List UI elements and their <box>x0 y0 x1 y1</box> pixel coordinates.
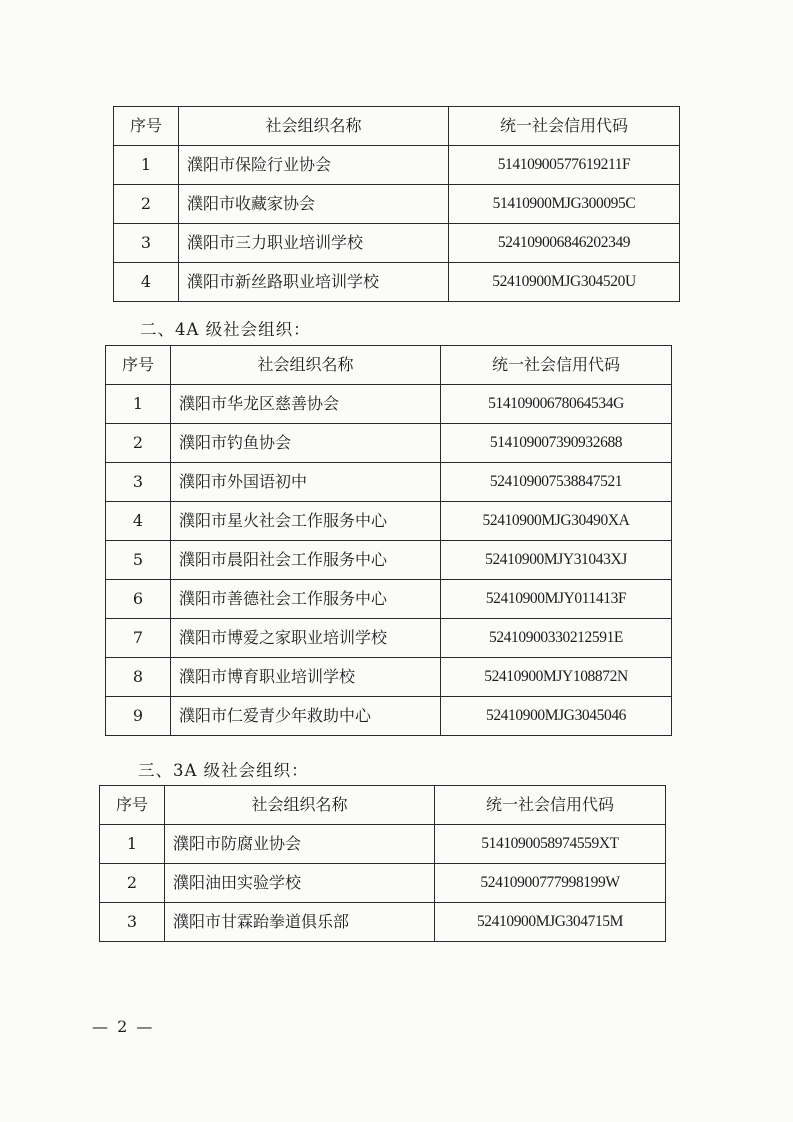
row-index: 5 <box>106 541 171 580</box>
row-org-name: 濮阳市博育职业培训学校 <box>171 658 441 697</box>
row-index: 3 <box>114 224 179 263</box>
row-org-name: 濮阳油田实验学校 <box>165 864 435 903</box>
row-credit-code: 51410900577619211F <box>449 146 680 185</box>
row-credit-code: 52410900MJY108872N <box>441 658 672 697</box>
header-index: 序号 <box>106 346 171 385</box>
row-index: 1 <box>114 146 179 185</box>
org-table-continued <box>113 106 680 302</box>
table-row <box>114 185 680 224</box>
table-row <box>106 502 672 541</box>
header-name: 社会组织名称 <box>171 346 441 385</box>
table-row <box>106 424 672 463</box>
section-title-4a: 二、4A 级社会组织： <box>140 320 311 339</box>
row-index: 1 <box>106 385 171 424</box>
row-credit-code: 524109007538847521 <box>441 463 672 502</box>
org-table-continued-body <box>114 107 680 302</box>
header-code: 统一社会信用代码 <box>449 107 680 146</box>
row-index: 2 <box>114 185 179 224</box>
table-row <box>106 658 672 697</box>
row-org-name: 濮阳市华龙区慈善协会 <box>171 385 441 424</box>
row-index: 3 <box>100 903 165 942</box>
row-credit-code: 52410900MJY011413F <box>441 580 672 619</box>
row-org-name: 濮阳市钓鱼协会 <box>171 424 441 463</box>
row-credit-code: 52410900777998199W <box>435 864 666 903</box>
table-header-row <box>106 346 672 385</box>
row-credit-code: 51410900678064534G <box>441 385 672 424</box>
section-title-3a: 三、3A 级社会组织： <box>138 761 309 780</box>
row-org-name: 濮阳市防腐业协会 <box>165 825 435 864</box>
header-index: 序号 <box>100 786 165 825</box>
row-credit-code: 52410900330212591E <box>441 619 672 658</box>
table-row <box>100 864 666 903</box>
table-row <box>106 697 672 736</box>
row-index: 3 <box>106 463 171 502</box>
table-row <box>100 903 666 942</box>
table-header-row <box>100 786 666 825</box>
row-org-name: 濮阳市甘霖跆拳道俱乐部 <box>165 903 435 942</box>
row-org-name: 濮阳市新丝路职业培训学校 <box>179 263 449 302</box>
page-number: — 2 — <box>92 1017 155 1036</box>
row-index: 2 <box>106 424 171 463</box>
header-index: 序号 <box>114 107 179 146</box>
row-credit-code: 52410900MJG304520U <box>449 263 680 302</box>
row-index: 8 <box>106 658 171 697</box>
row-credit-code: 524109006846202349 <box>449 224 680 263</box>
org-table-3a-body <box>100 786 666 942</box>
row-credit-code: 5141090058974559XT <box>435 825 666 864</box>
row-org-name: 濮阳市仁爱青少年救助中心 <box>171 697 441 736</box>
org-table-4a-body <box>106 346 672 736</box>
row-index: 4 <box>106 502 171 541</box>
row-index: 4 <box>114 263 179 302</box>
header-name: 社会组织名称 <box>165 786 435 825</box>
row-org-name: 濮阳市星火社会工作服务中心 <box>171 502 441 541</box>
table-row <box>106 619 672 658</box>
row-org-name: 濮阳市收藏家协会 <box>179 185 449 224</box>
row-org-name: 濮阳市三力职业培训学校 <box>179 224 449 263</box>
table-row <box>100 825 666 864</box>
header-code: 统一社会信用代码 <box>435 786 666 825</box>
header-name: 社会组织名称 <box>179 107 449 146</box>
table-row <box>106 541 672 580</box>
row-index: 6 <box>106 580 171 619</box>
table-row <box>106 580 672 619</box>
row-org-name: 濮阳市晨阳社会工作服务中心 <box>171 541 441 580</box>
table-row <box>114 263 680 302</box>
table-row <box>106 385 672 424</box>
row-credit-code: 52410900MJG304715M <box>435 903 666 942</box>
row-credit-code: 52410900MJY31043XJ <box>441 541 672 580</box>
row-org-name: 濮阳市保险行业协会 <box>179 146 449 185</box>
row-index: 1 <box>100 825 165 864</box>
row-credit-code: 52410900MJG3045046 <box>441 697 672 736</box>
row-index: 7 <box>106 619 171 658</box>
org-table-3a <box>99 785 666 942</box>
org-table-4a <box>105 345 672 736</box>
row-org-name: 濮阳市善德社会工作服务中心 <box>171 580 441 619</box>
row-org-name: 濮阳市博爱之家职业培训学校 <box>171 619 441 658</box>
table-header-row <box>114 107 680 146</box>
row-credit-code: 51410900MJG300095C <box>449 185 680 224</box>
row-credit-code: 52410900MJG30490XA <box>441 502 672 541</box>
row-index: 2 <box>100 864 165 903</box>
table-row <box>106 463 672 502</box>
row-credit-code: 514109007390932688 <box>441 424 672 463</box>
row-org-name: 濮阳市外国语初中 <box>171 463 441 502</box>
header-code: 统一社会信用代码 <box>441 346 672 385</box>
table-row <box>114 224 680 263</box>
table-row <box>114 146 680 185</box>
row-index: 9 <box>106 697 171 736</box>
